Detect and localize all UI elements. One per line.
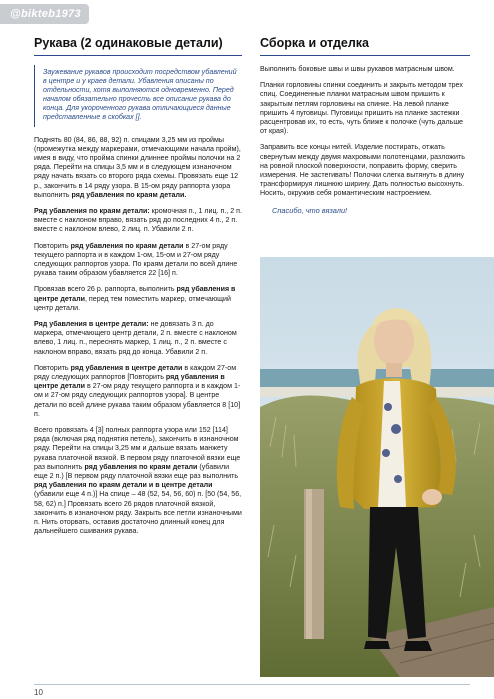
watermark-logo: @bikteb1973 (0, 4, 89, 24)
footer-rule (34, 684, 470, 685)
page-number: 10 (34, 688, 43, 697)
sleeves-paragraph-3: Повторить ряд убавления по краям детали в 27-ом ряду текущего раппорта и в каждом 1-ом, 15-ом и 27-ом ряду следующих раппортов узора. По краям детали по всей длине рукава таким образом убавляется 22 [16] п. (34, 241, 238, 278)
sleeves-paragraph-1: Поднять 80 (84, 86, 88, 92) п. спицами 3,25 мм из проймы (промежутка между маркерами, отмечающими начала пройм), имея в виду, что пройма спинки длиннее проймы полочки на 2 ряда. Перейти на спицы 3,5 мм и в следующем изнаночном ряду начать вязать со второго ряда схемы. Провязать еще 12 р., закончить в 14 ряду узора. В 15-ом ряду раппорта узора выполнить ряд убавления по краям детали. (34, 135, 241, 199)
model-photo (260, 257, 494, 677)
thanks-text: Спасибо, что вязали! (272, 205, 348, 215)
finishing-title: Сборка и отделка (260, 36, 470, 56)
sleeves-paragraph-5: Ряд убавления в центре детали: не довязать 3 п. до маркера, отмечающего центр детали, 2 п. вместе с наклоном влево, 1 лиц. п., переснять маркер, 1 лиц. п., 2 п. вместе с наклоном вправо, вязать ряд до конца. Убавили 2 п. (34, 320, 237, 356)
finishing-paragraph-3: Заправить все концы нитей. Изделие постирать, отжать свернутым между двумя махровыми полотенцами, разложить на ровной плоской поверхности, поправить форму, сверить измерения. Не застегивать! Полочки слегка вытянуть в длину трансформируя лишнюю ширину. Дать полностью высохнуть. Носить, окружив себя романтическим настроением. (260, 143, 465, 198)
finishing-section (260, 36, 470, 215)
finishing-paragraph-2: Планки горловины спинки соединить и закрыть методом трех спиц. Соединенные планки матрасным швом пришить к закрытым петлям горловины на спинке. На левой планке пришить 4 пуговицы. Пуговицы пришить на планке застежки расцентровав их, то есть, чуть ближе к полочке (чуть дальше от края). (260, 81, 463, 136)
sleeves-note: Заужевание рукавов происходит посредством убавлений в центре и у краев детали. Убавления описаны по отдельности, хотя выполняются одновременно. Перед началом обязательно прочесть все описание рукава до конца. Для укороченного рукава отличающиеся данные представленные в скобках []. (34, 65, 242, 127)
sleeves-paragraph-4: Провязав всего 26 р. раппорта, выполнить ряд убавления в центре детали, перед тем поместить маркер, отмечающий центр детали. (34, 285, 236, 312)
sleeves-section (34, 36, 242, 543)
finishing-paragraph-1: Выполнить боковые швы и швы рукавов матрасным швом. (260, 65, 455, 73)
sleeves-paragraph-6: Повторить ряд убавления в центре детали в каждом 27-ом ряду следующих раппортов [Повторить ряд убавления в центре детали в 27-ом ряду текущего раппорта и в каждом 1-ом и 27-ом ряду следующих раппортов узора]. В центре детали по всей длине рукава таким образом убавляется 8 [10] п. (34, 363, 241, 418)
sleeves-paragraph-2: Ряд убавления по краям детали: кромочная п., 1 лиц. п., 2 п. вместе с наклоном вправо, вязать ряд до последних 4 п., 2 п. вместе с наклоном влево, 2 лиц. п. Убавили 2 п. (34, 206, 242, 234)
sleeves-title: Рукава (2 одинаковые детали) (34, 36, 242, 56)
sleeves-paragraph-7: Всего провязать 4 [3] полных раппорта узора или 152 [114] ряда (включая ряд поднятия петель), закончить в изнаночном ряду. Перейти на спицы 3,25 мм и дальше вязать манжету рукава платочной вязкой. В первом ряду платочной вязки еще раз выполнить ряд убавления по краям детали (убавили еще 2 п.) [В первом ряду платочной вязки еще раз выполнить ряд убавления по краям детали и в центре детали (убавили еще 4 п.)] На спице – 48 (52, 54, 56, 60) п. [50 (54, 56, 58, 62) п.] Провязать всего 26 рядов платочной вязкой, закончить в изнаночном ряду. Закрыть все петли изнаночными п. Нить оторвать, оставив достаточно длинный конец для дальнейшего сшивания рукава. (34, 426, 242, 536)
